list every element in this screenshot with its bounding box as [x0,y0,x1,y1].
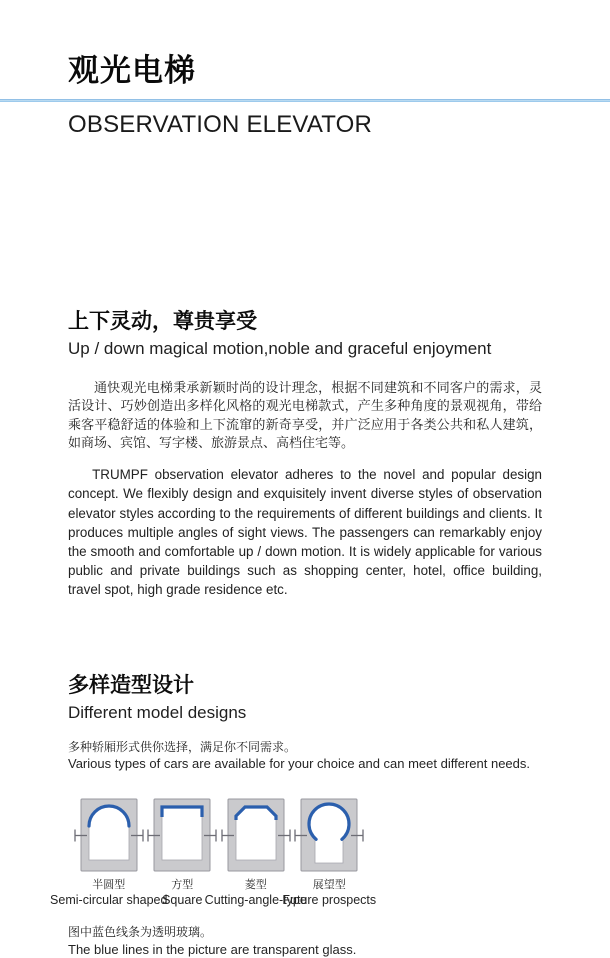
model-label-en: Cutting-angle-type [204,892,307,907]
model-label-cn: 方型 [171,878,194,891]
model-square [146,798,220,907]
section-motion-heading-en: Up / down magical motion,noble and graceful enjoyment [68,339,492,358]
model-label-en: Future prospects [282,892,377,907]
page-title-cn: 观光电梯 [68,53,196,88]
future-prospects-car-diagram-icon [294,798,364,872]
section-designs-intro-cn: 多种轿厢形式供你选择，满足你不同需求。 [68,739,297,754]
square-car-diagram-icon [147,798,217,872]
section-designs-heading-en: Different model designs [68,702,247,722]
cutting-angle-car-diagram-icon [221,798,291,872]
glass-note-cn: 图中蓝色线条为透明玻璃。 [68,924,213,939]
section-motion [0,306,610,600]
section-motion-heading-cn: 上下灵动，尊贵享受 [68,310,257,333]
model-label-cn: 菱型 [244,878,267,891]
page-header [0,0,610,139]
model-cutting-angle [204,798,307,907]
model-label-en: Semi-circular shaped [50,892,168,907]
section-designs-heading-cn: 多样造型设计 [68,673,194,697]
title-divider-line [0,99,610,102]
model-label-cn: 展望型 [312,878,346,891]
section-motion-paragraph-cn: 通快观光电梯秉承新颖时尚的设计理念，根据不同建筑和不同客户的需求，灵活设计、巧妙创造出多样化风格的观光电梯款式，产生多种角度的景观视角，带给乘客平稳舒适的体验和上下流窜的新奇享受，并广泛应用于各类公共和私人建筑，如商场、宾馆、写字楼、旅游景点、高档住宅等。 [68,380,542,450]
section-designs-intro-en: Various types of cars are available for your choice and can meet different needs. [68,755,531,771]
section-motion-paragraph-en: TRUMPF observation elevator adheres to the novel and popular design concept. We flexibly design and exquisitely invent diverse styles of observation elevator styles according to the requirements of different buildings and clients. It produces multiple angles of sight views. The passengers can remarkably enjoy the smooth and comfortable up / down motion. It is widely applicable for various public and private buildings such as shopping center, hotel, office building, travel spot, high grade residence etc. [68,467,542,598]
section-designs [0,670,610,958]
semi-circular-car-diagram-icon [74,798,144,872]
page-title-en: OBSERVATION ELEVATOR [68,111,373,138]
glass-note-en: The blue lines in the picture are transparent glass. [68,941,357,957]
model-semi-circular [50,798,168,907]
model-label-cn: 半圆型 [92,878,126,891]
model-label-en: Square [162,892,203,907]
car-model-diagrams-row [50,798,542,907]
model-future-prospects [282,798,377,907]
